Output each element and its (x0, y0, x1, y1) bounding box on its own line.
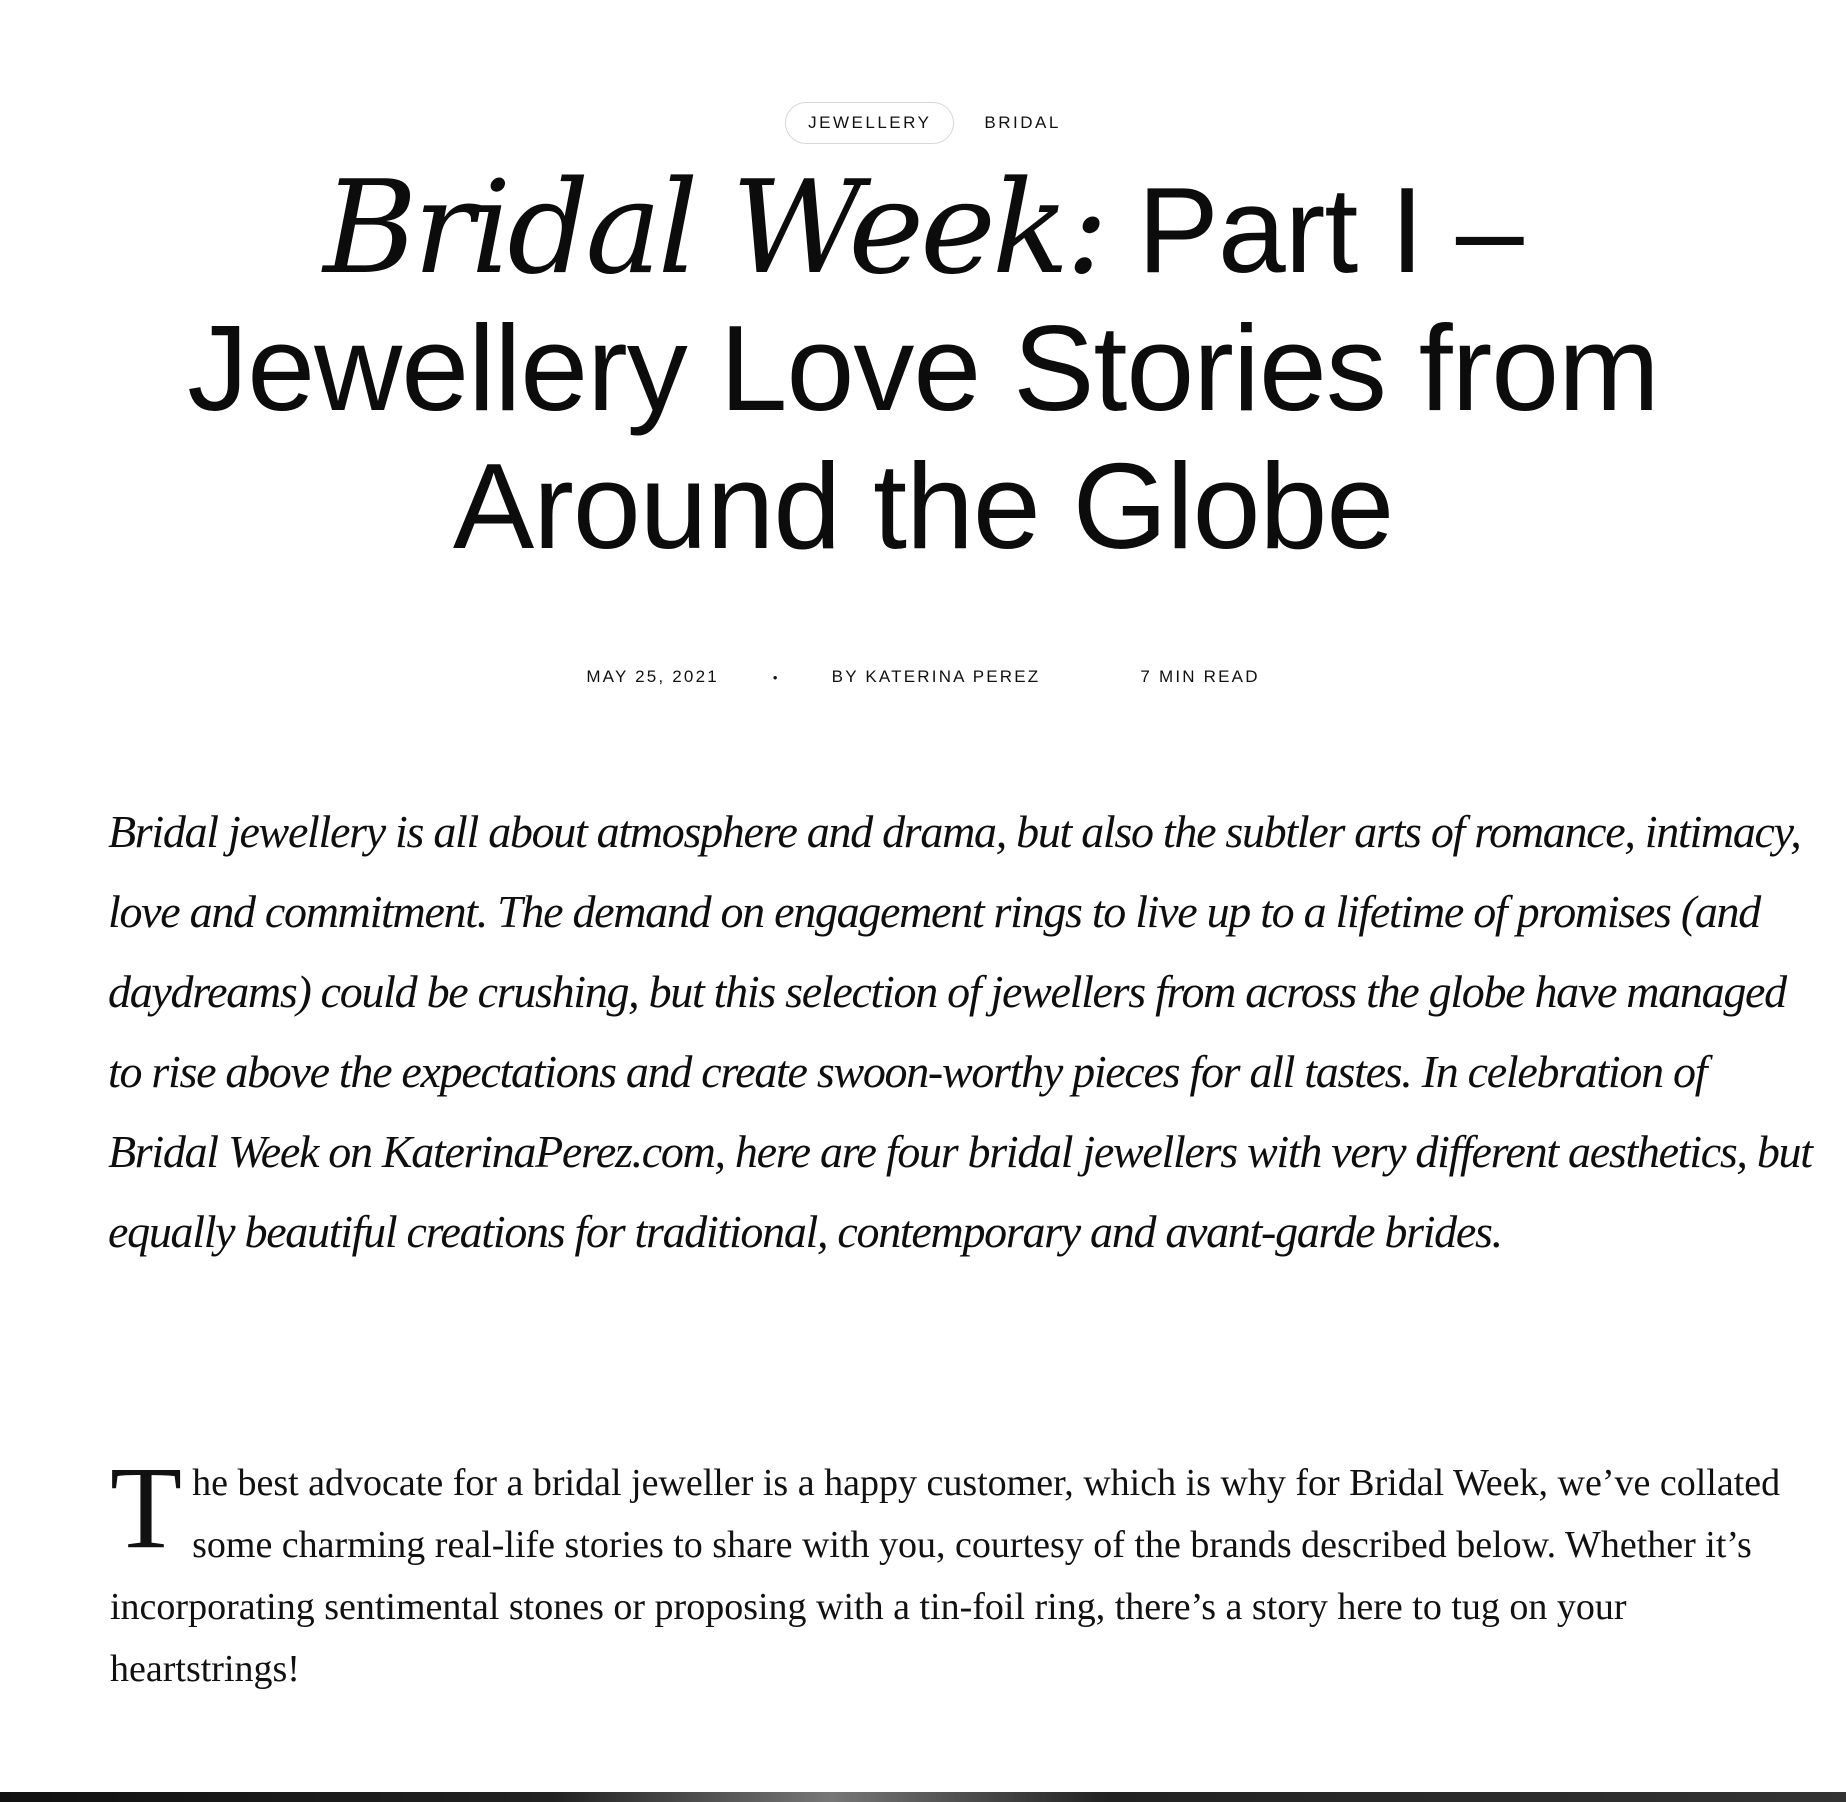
tag-jewellery[interactable]: JEWELLERY (785, 102, 954, 144)
article-meta (0, 667, 1846, 687)
drop-cap: T (110, 1442, 183, 1573)
article-body-paragraph (110, 1442, 1825, 1700)
read-time: 7 MIN READ (1140, 667, 1260, 686)
title-script: Bridal Week: (323, 154, 1105, 303)
author-link[interactable]: BY KATERINA PEREZ (831, 667, 1041, 686)
meta-separator: • (772, 669, 780, 685)
body-text: he best advocate for a bridal jeweller is a happy customer, which is why for Bridal Week, we’ve collated some charming real-life stories to share with you, courtesy of the brands described below. Whether it’s incorporating sentimental stones or proposing with a tin-foil ring, there’s a story here to tug on your heartstrings! (110, 1462, 1781, 1690)
article-intro: Bridal jewellery is all about atmosphere and drama, but also the subtler arts of romance, intimacy, love and commitment. The demand on engagement rings to live up to a lifetime of promises (and daydreams) could be crushing, but this selection of jewellers from across the globe have managed to rise above the expectations and create swoon-worthy pieces for all tastes. In celebration of Bridal Week on KaterinaPerez.com, here are four bridal jewellers with very different aesthetics, but equally beautiful creations for traditional, contemporary and avant-garde brides. (108, 806, 1812, 1257)
bottom-image-edge (0, 1792, 1846, 1802)
category-tags (0, 102, 1846, 144)
title-rest: Part I – Jewellery Love Stories from Around the Globe (187, 162, 1659, 574)
tag-bridal[interactable]: BRIDAL (984, 113, 1061, 132)
publish-date: MAY 25, 2021 (586, 667, 719, 686)
article-title (90, 154, 1756, 575)
